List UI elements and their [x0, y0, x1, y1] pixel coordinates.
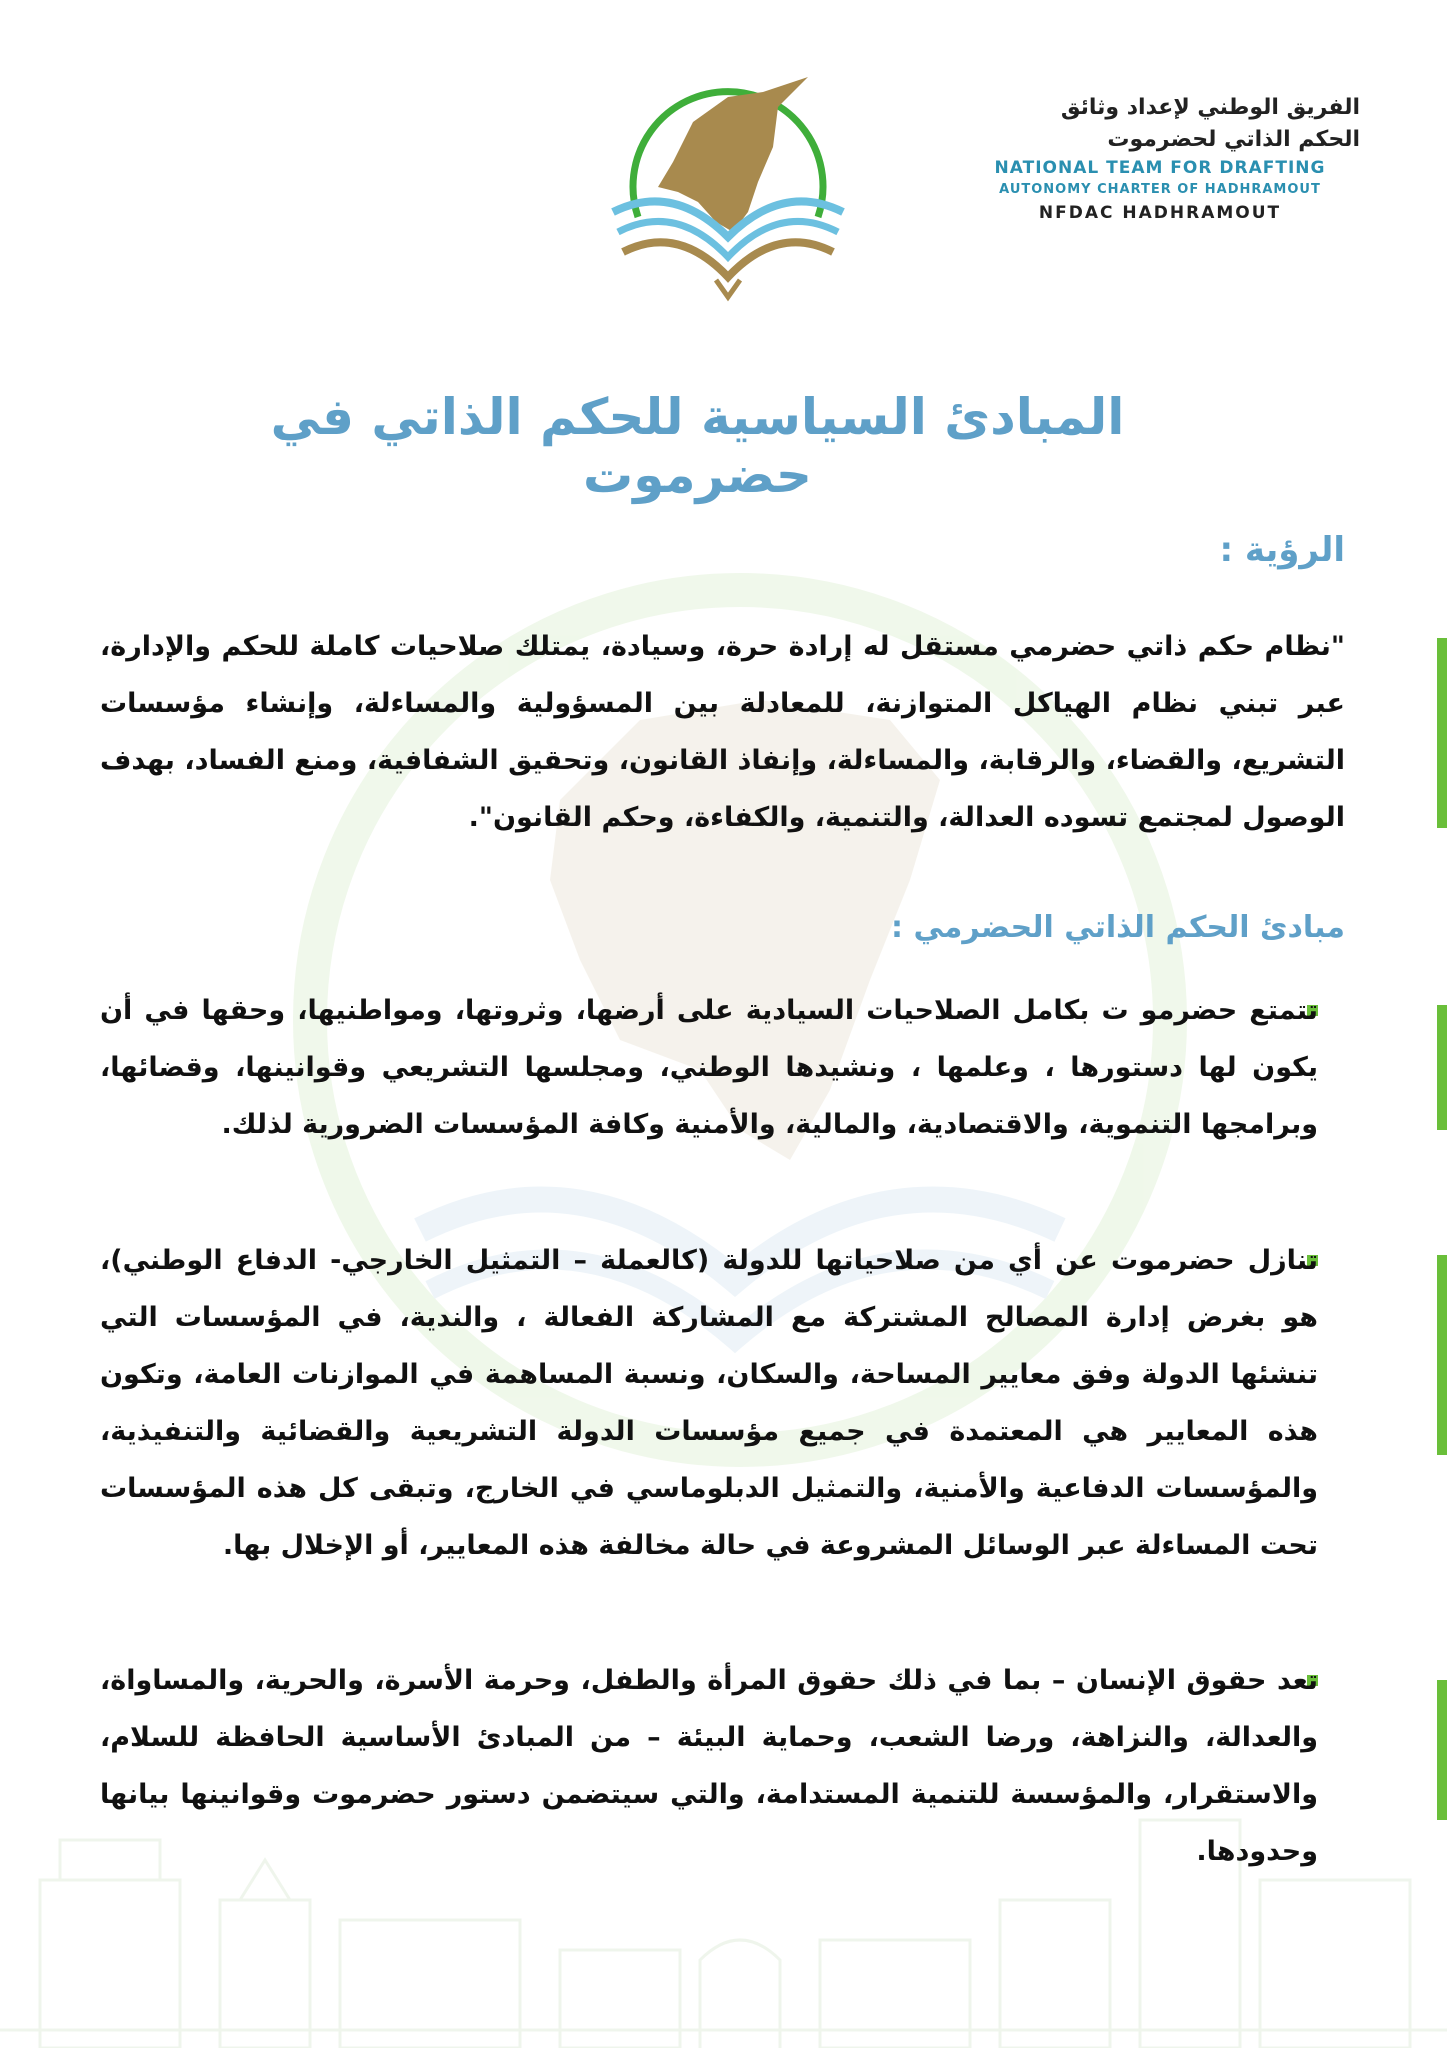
document-header [0, 0, 1447, 320]
org-name-english-line1: NATIONAL TEAM FOR DRAFTING [994, 158, 1326, 178]
margin-accent-bar [1437, 638, 1447, 828]
principles-heading: مبادئ الحكم الذاتي الحضرمي : [891, 910, 1345, 945]
org-name-arabic-line2: الحكم الذاتي لحضرموت [1107, 127, 1360, 152]
organization-name-block [960, 92, 1360, 223]
vision-text: "نظام حكم ذاتي حضرمي مستقل له إرادة حرة، وسيادة، يمتلك صلاحيات كاملة للحكم والإدارة، عبر تبني نظام الهياكل المتوازنة، للمعادلة بين المسؤولية والمساءلة، وإنشاء مؤسسات التشريع، والقضاء، والرقابة، والمساءلة، وإنفاذ القانون، وتحقيق الشفافية، ومنع الفساد، بهدف الوصول لمجتمع تسوده العدالة، والتنمية، والكفاءة، وحكم القانون". [100, 631, 1345, 833]
page-title: المبادئ السياسية للحكم الذاتي في حضرموت [270, 388, 1125, 504]
margin-accent-bar [1437, 1255, 1447, 1455]
org-name-arabic-line1: الفريق الوطني لإعداد وثائق [1060, 95, 1360, 120]
principle-item: تتمتع حضرمو ت بكامل الصلاحيات السيادية على أرضها، وثروتها، ومواطنيها، وحقها في أن يكون لها دستورها ، وعلمها ، ونشيدها الوطني، ومجلسها التشريعي وقوانينها، وقضائها، وبرامجها التنموية، والاقتصادية، والمالية، والأمنية وكافة المؤسسات الضرورية لذلك. [100, 995, 1318, 1140]
margin-accent-bar [1437, 1005, 1447, 1130]
vision-heading: الرؤية : [1219, 530, 1345, 570]
margin-accent-bar [1437, 1680, 1447, 1820]
org-acronym: NFDAC HADHRAMOUT [1038, 203, 1282, 223]
principle-item: تنازل حضرموت عن أي من صلاحياتها للدولة (كالعملة – التمثيل الخارجي- الدفاع الوطني)، هو بغرض إدارة المصالح المشتركة مع المشاركة الفعالة ، والندية، في المؤسسات التي تنشئها الدولة وفق معايير المساحة، والسكان، ونسبة المساهمة في الموازنات العامة، وتكون هذه المعايير هي المعتمدة في جميع مؤسسات الدولة التشريعية والقضائية والتنفيذية، والمؤسسات الدفاعية والأمنية، والتمثيل الدبلوماسي في الخارج، وتبقى كل هذه المؤسسات تحت المساءلة عبر الوسائل المشروعة في حالة مخالفة هذه المعايير، أو الإخلال بها. [100, 1245, 1318, 1561]
org-name-english-line2: AUTONOMY CHARTER OF HADHRAMOUT [999, 182, 1321, 197]
principle-item: تعد حقوق الإنسان – بما في ذلك حقوق المرأة والطفل، وحرمة الأسرة، والحرية، والمساواة، والعدالة، والنزاهة، ورضا الشعب، وحماية البيئة – من المبادئ الأساسية الحافظة للسلام، والاستقرار، والمؤسسة للتنمية المستدامة، والتي سيتضمن دستور حضرموت وقوانينها بيانها وحدودها. [100, 1665, 1318, 1867]
hadhramout-map-book-logo-icon [598, 52, 858, 302]
